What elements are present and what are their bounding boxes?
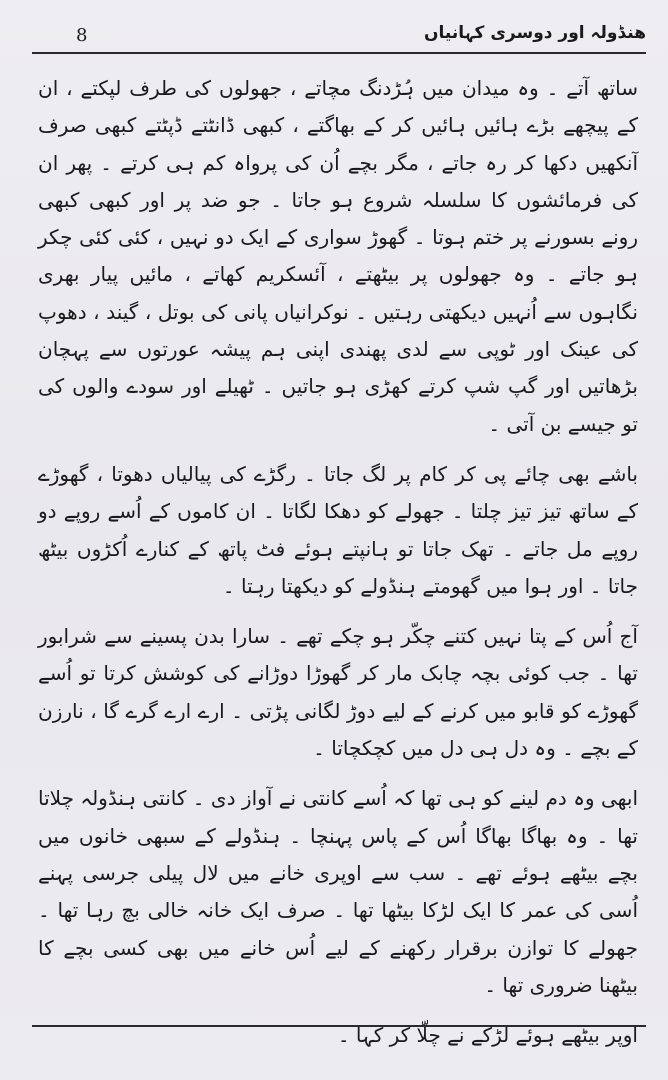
- header-rule: [32, 52, 646, 54]
- running-title: ھنڈولہ اور دوسری کہانیاں: [423, 23, 646, 43]
- paragraph: اوپر بیٹھے ہوئے لڑکے نے چلّا کر کہا ۔: [337, 1023, 638, 1048]
- paragraph: ساتھ آتے ۔ وہ میدان میں ہُڑدنگ مچاتے ، جھولوں کی طرف لپکتے ، ان کے پیچھے بڑے ہائیں ہائیں کر کے بھاگتے ، کبھی ڈانٹتے ڈپٹتے کبھی صرف آنکھیں دکھا کر رہ جاتے ، مگر بچے اُن کی پرواہ کم ہی کرتے ۔ پھر ان کی فرمائشوں کا سلسلہ شروع ہو جاتا ۔ جو ضد پر اور کبھی کبھی رونے بسورنے پر ختم ہوتا ۔ گھوڑ سواری کے ایک دو نہیں ، کئی کئی چکر ہو جاتے ۔ وہ جھولوں پر بیٹھتے ، آئسکریم کھاتے ، مائیں پیار بھری نگاہوں سے اُنہیں دیکھتی رہتیں ۔ نوکرانیاں پانی کی بوتل ، گیند ، دھوپ کی عینک اور ٹوپی سے لدی پھندی اپنی ہم پیشہ عورتوں سے پہچان بڑھاتیں اور گپ شپ کرتے کھڑی ہو جاتیں ۔ ٹھیلے اور سودے والوں کی تو جیسے بن آتی ۔: [38, 76, 638, 436]
- paragraph: آج اُس کے پتا نہیں کتنے چکّر ہو چکے تھے ۔ سارا بدن پسینے سے شرابور تھا ۔ جب کوئی بچہ چابک مار کر گھوڑا دوڑانے کی کوشش کرتا تو اُسے گھوڑے کو قابو میں کرنے کے لیے دوڑ لگانی پڑتی ۔ ارے ارے گرے گا ، نارزن کے بچے ۔ وہ دل ہی دل میں کچکچاتا ۔: [38, 624, 638, 761]
- footer-rule: [32, 1025, 646, 1027]
- paragraph: باشے بھی چائے پی کر کام پر لگ جاتا ۔ رگڑے کی پیالیاں دھوتا ، گھوڑے کے ساتھ تیز تیز چلتا ۔ جھولے کو دھکا لگاتا ۔ ان کاموں کے اُسے روپے دو روپے مل جاتے ۔ تھک جاتا تو ہانپتے ہوئے فٹ پاتھ کے کنارے اُکڑوں بیٹھ جاتا ۔ اور ہوا میں گھومتے ہنڈولے کو دیکھتا رہتا ۔: [38, 461, 638, 598]
- page-number: 8: [76, 25, 88, 46]
- paragraph: ابھی وہ دم لینے کو ہی تھا کہ اُسے کانتی نے آواز دی ۔ کانتی ہنڈولہ چلاتا تھا ۔ وہ بھاگا بھاگا اُس کے پاس پہنچا ۔ ہنڈولے کے سبھی خانوں میں بچے بیٹھے ہوئے تھے ۔ سب سے اوپری خانے میں لال پیلی جرسی پہنے اُسی کی عمر کا ایک لڑکا بیٹھا تھا ۔ صرف ایک خانہ خالی بچ رہا تھا ۔ جھولے کا توازن برقرار رکھنے کے لیے اُس خانے میں بھی کسی بچے کا بیٹھنا ضروری تھا ۔: [38, 786, 638, 997]
- page-header: [32, 20, 646, 54]
- body-text: [38, 70, 638, 1067]
